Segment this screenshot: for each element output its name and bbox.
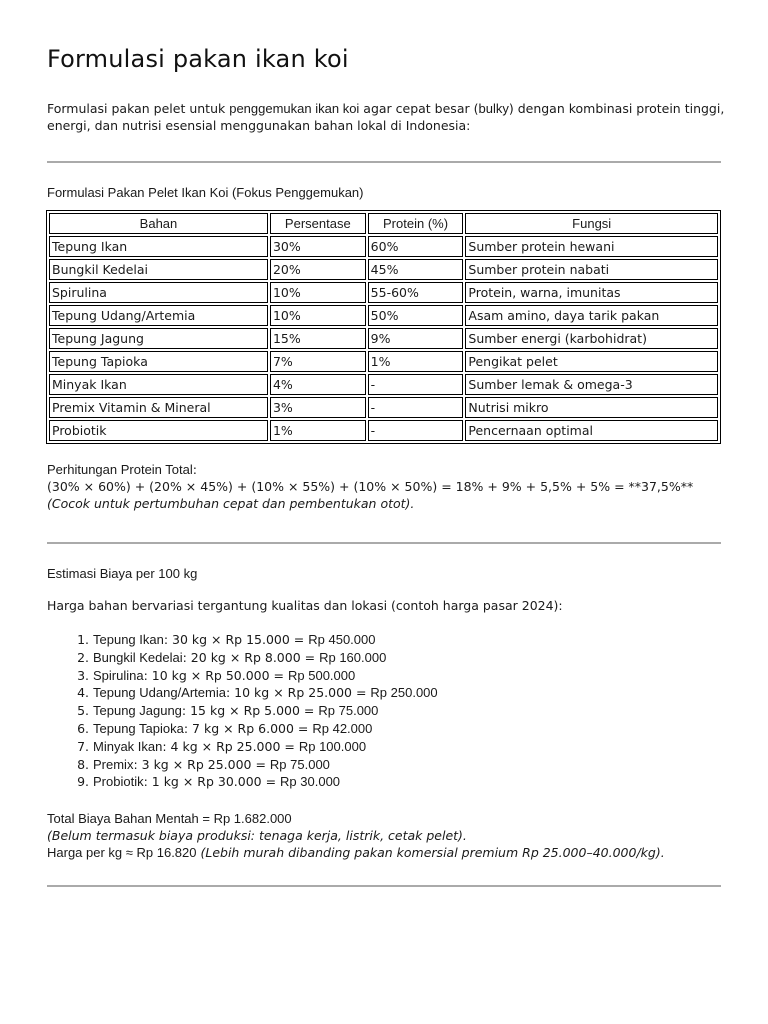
cell-bahan: Tepung Tapioka: [49, 351, 268, 372]
list-item: [93, 720, 721, 738]
per-kg-note: (Lebih murah dibanding pakan komersial premium Rp 25.000–40.000/kg).: [200, 845, 665, 861]
cell-fungsi: Nutrisi mikro: [465, 397, 718, 418]
intro-paragraph: [47, 100, 727, 134]
table-row: [49, 282, 718, 303]
divider-3: [47, 885, 721, 887]
intro-text-2: agar cepat besar (: [359, 101, 479, 116]
table-header-row: [49, 213, 718, 234]
cell-fungsi: Asam amino, daya tarik pakan: [465, 305, 718, 326]
cell-bahan: Minyak Ikan: [49, 374, 268, 395]
total-cost-note: (Belum termasuk biaya produksi: tenaga kerja, listrik, cetak pelet).: [47, 828, 467, 844]
table-row: [49, 259, 718, 280]
cell-fungsi: Pengikat pelet: [465, 351, 718, 372]
cost-heading: Estimasi Biaya per 100 kg: [47, 566, 198, 581]
item-name: Premix: [93, 756, 134, 772]
item-name: Tepung Ikan: [93, 632, 164, 647]
item-total: Rp 75.000: [318, 703, 379, 719]
list-item: [93, 756, 721, 774]
protein-calc-block: [47, 461, 721, 512]
table-body: [49, 236, 718, 441]
header-protein: Protein (%): [368, 213, 464, 234]
item-name: Tepung Tapioka: [93, 720, 184, 736]
item-name: Bungkil Kedelai: [93, 649, 183, 665]
formulation-table: [46, 210, 721, 444]
item-total: Rp 450.000: [308, 632, 376, 647]
cell-fungsi: Sumber lemak & omega-3: [465, 374, 718, 395]
header-fungsi: Fungsi: [465, 213, 718, 234]
table-row: [49, 351, 718, 372]
intro-bold-1: penggemukan ikan koi: [229, 101, 360, 116]
protein-calc-label: Perhitungan Protein Total: [47, 462, 193, 477]
cell-fungsi: Sumber protein hewani: [465, 236, 718, 257]
item-name: Spirulina: [93, 667, 144, 683]
item-total: Rp 30.000: [280, 774, 341, 790]
intro-text-1: Formulasi pakan pelet untuk: [47, 101, 230, 116]
cell-fungsi: Sumber energi (karbohidrat): [465, 328, 718, 349]
item-calc: : 1 kg × Rp 30.000 =: [143, 774, 281, 790]
cell-persentase: 7%: [270, 351, 366, 372]
cell-bahan: Probiotik: [49, 420, 268, 441]
cell-bahan: Tepung Jagung: [49, 328, 268, 349]
item-calc: : 10 kg × Rp 25.000 =: [225, 685, 371, 701]
list-item: [93, 667, 721, 685]
protein-calc-formula: (30% × 60%) + (20% × 45%) + (10% × 55%) + (10% × 50%) = 18% + 9% + 5,5% + 5% = **37,5%**: [47, 479, 694, 494]
item-total: Rp 100.000: [298, 738, 367, 754]
item-calc: : 4 kg × Rp 25.000 =: [162, 738, 299, 754]
list-item: [93, 773, 721, 791]
table-row: [49, 374, 718, 395]
cell-fungsi: Pencernaan optimal: [465, 420, 718, 441]
cost-intro: Harga bahan bervariasi tergantung kualitas dan lokasi (contoh harga pasar 2024):: [47, 598, 563, 613]
cell-persentase: 15%: [270, 328, 366, 349]
item-calc: : 30 kg × Rp 15.000 =: [163, 632, 309, 647]
intro-text-3: ) dengan kombinasi protein tinggi, energi, dan nutrisi esensial menggunakan bahan lokal di Indonesia:: [47, 101, 725, 133]
total-cost-line: Total Biaya Bahan Mentah = Rp 1.682.000: [47, 811, 292, 827]
cell-persentase: 10%: [270, 282, 366, 303]
cell-protein: 9%: [368, 328, 464, 349]
cell-protein: 45%: [368, 259, 464, 280]
cell-bahan: Tepung Udang/Artemia: [49, 305, 268, 326]
list-item: [93, 684, 721, 702]
table-row: [49, 305, 718, 326]
list-item: [93, 702, 721, 720]
cell-persentase: 30%: [270, 236, 366, 257]
table-row: [49, 236, 718, 257]
item-total: Rp 75.000: [269, 756, 330, 772]
item-calc: : 10 kg × Rp 50.000 =: [143, 667, 289, 683]
item-calc: : 3 kg × Rp 25.000 =: [133, 756, 270, 772]
cell-protein: -: [368, 420, 464, 441]
cost-list: [47, 631, 721, 791]
total-block: [47, 810, 721, 861]
item-name: Tepung Jagung: [93, 703, 182, 719]
cell-persentase: 3%: [270, 397, 366, 418]
protein-calc-colon: :: [192, 462, 197, 477]
cell-protein: 60%: [368, 236, 464, 257]
header-persentase: Persentase: [270, 213, 366, 234]
cell-persentase: 10%: [270, 305, 366, 326]
per-kg-label: Harga per kg ≈ Rp 16.820: [47, 845, 197, 861]
item-total: Rp 160.000: [319, 649, 387, 665]
cell-fungsi: Protein, warna, imunitas: [465, 282, 718, 303]
cell-persentase: 4%: [270, 374, 366, 395]
cell-persentase: 20%: [270, 259, 366, 280]
cell-bahan: Spirulina: [49, 282, 268, 303]
list-item: [93, 738, 721, 756]
protein-calc-note: (Cocok untuk pertumbuhan cepat dan pembentukan otot).: [47, 496, 415, 511]
cell-fungsi: Sumber protein nabati: [465, 259, 718, 280]
cell-protein: -: [368, 374, 464, 395]
cell-protein: -: [368, 397, 464, 418]
cell-bahan: Tepung Ikan: [49, 236, 268, 257]
table-row: [49, 328, 718, 349]
page-title: Formulasi pakan ikan koi: [47, 45, 349, 73]
item-name: Probiotik: [93, 774, 144, 790]
item-total: Rp 250.000: [370, 685, 438, 701]
cell-protein: 1%: [368, 351, 464, 372]
cell-protein: 55-60%: [368, 282, 464, 303]
cell-protein: 50%: [368, 305, 464, 326]
item-name: Minyak Ikan: [93, 738, 163, 754]
divider-1: [47, 161, 721, 163]
item-calc: : 7 kg × Rp 6.000 =: [183, 720, 313, 736]
item-total: Rp 42.000: [312, 720, 373, 736]
cell-bahan: Bungkil Kedelai: [49, 259, 268, 280]
divider-2: [47, 542, 721, 544]
item-calc: : 15 kg × Rp 5.000 =: [181, 703, 319, 719]
item-name: Tepung Udang/Artemia: [93, 685, 226, 701]
intro-bold-2: bulky: [478, 101, 509, 116]
header-bahan: Bahan: [49, 213, 268, 234]
cell-persentase: 1%: [270, 420, 366, 441]
list-item: [93, 631, 721, 649]
table-row: [49, 397, 718, 418]
item-total: Rp 500.000: [288, 667, 356, 683]
list-item: [93, 649, 721, 667]
cell-bahan: Premix Vitamin & Mineral: [49, 397, 268, 418]
item-calc: : 20 kg × Rp 8.000 =: [182, 649, 320, 665]
table-heading: Formulasi Pakan Pelet Ikan Koi (Fokus Penggemukan): [47, 185, 364, 200]
table-row: [49, 420, 718, 441]
